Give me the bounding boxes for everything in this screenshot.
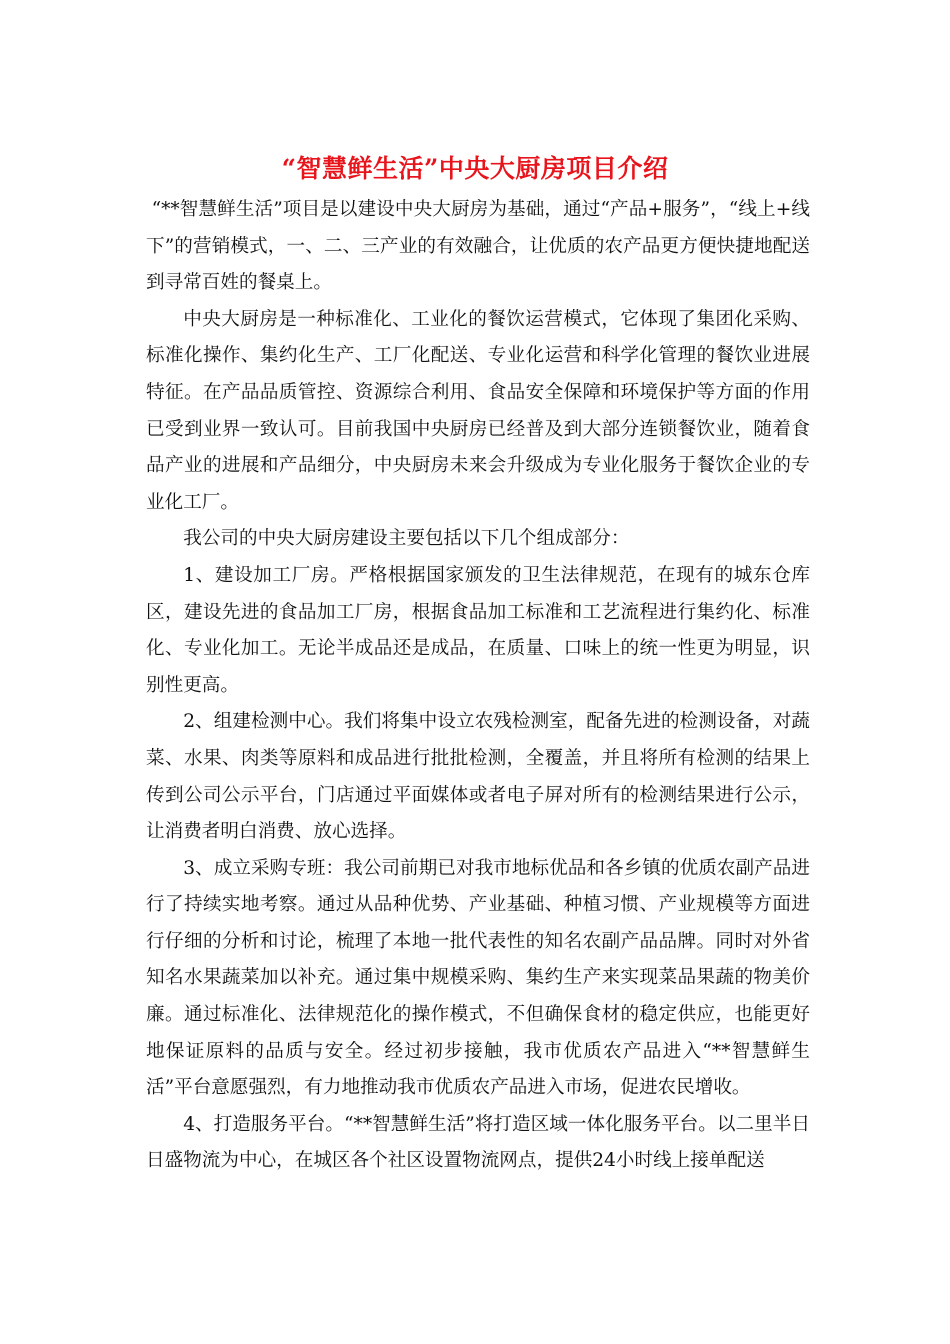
paragraph-intro: “**智慧鲜生活”项目是以建设中央大厨房为基础，通过“产品+服务”，“线上+线下”的营销模式，一、二、三产业的有效融合，让优质的农产品更方便快捷地配送到寻常百姓的餐桌上。 xyxy=(146,199,810,294)
paragraph-central-kitchen: 中央大厨房是一种标准化、工业化的餐饮运营模式，它体现了集团化采购、标准化操作、集约化生产、工厂化配送、专业化运营和科学化管理的餐饮业进展特征。在产品品质管控、资源综合利用、食品安全保障和环境保护等方面的作用已受到业界一致认可。目前我国中央厨房已经普及到大部分连锁餐饮业，随着食品产业的进展和产品细分，中央厨房未来会升级成为专业化服务于餐饮企业的专业化工厂。 xyxy=(146,308,810,513)
paragraph-item-1: 1、建设加工厂房。严格根据国家颁发的卫生法律规范，在现有的城东仓库区，建设先进的食品加工厂房，根据食品加工标准和工艺流程进行集约化、标准化、专业化加工。无论半成品还是成品，在质量、口味上的统一性更为明显，识别性更高。 xyxy=(146,564,810,696)
paragraph-item-2: 2、组建检测中心。我们将集中设立农残检测室，配备先进的检测设备，对蔬菜、水果、肉类等原料和成品进行批批检测，全覆盖，并且将所有检测的结果上传到公司公示平台，门店通过平面媒体或者电子屏对所有的检测结果进行公示，让消费者明白消费、放心选择。 xyxy=(146,711,810,843)
paragraph-item-3: 3、成立采购专班：我公司前期已对我市地标优品和各乡镇的优质农副产品进行了持续实地考察。通过从品种优势、产业基础、种植习惯、产业规模等方面进行仔细的分析和讨论，梳理了本地一批代表性的知名农副产品品牌。同时对外省知名水果蔬菜加以补充。通过集中规模采购、集约生产来实现菜品果蔬的物美价廉。通过标准化、法律规范化的操作模式，不但确保食材的稳定供应，也能更好地保证原料的品质与安全。经过初步接触，我市优质农产品进入“**智慧鲜生活”平台意愿强烈，有力地推动我市优质农产品进入市场，促进农民增收。 xyxy=(146,857,810,1099)
paragraph-item-4: 4、打造服务平台。“**智慧鲜生活”将打造区域一体化服务平台。以二里半日日盛物流为中心，在城区各个社区设置物流网点，提供24小时线上接单配送 xyxy=(146,1113,810,1172)
document-body xyxy=(146,192,810,1180)
paragraph-components-heading: 我公司的中央大厨房建设主要包括以下几个组成部分： xyxy=(183,528,630,550)
document-title: “智慧鲜生活”中央大厨房项目介绍 xyxy=(281,154,669,183)
